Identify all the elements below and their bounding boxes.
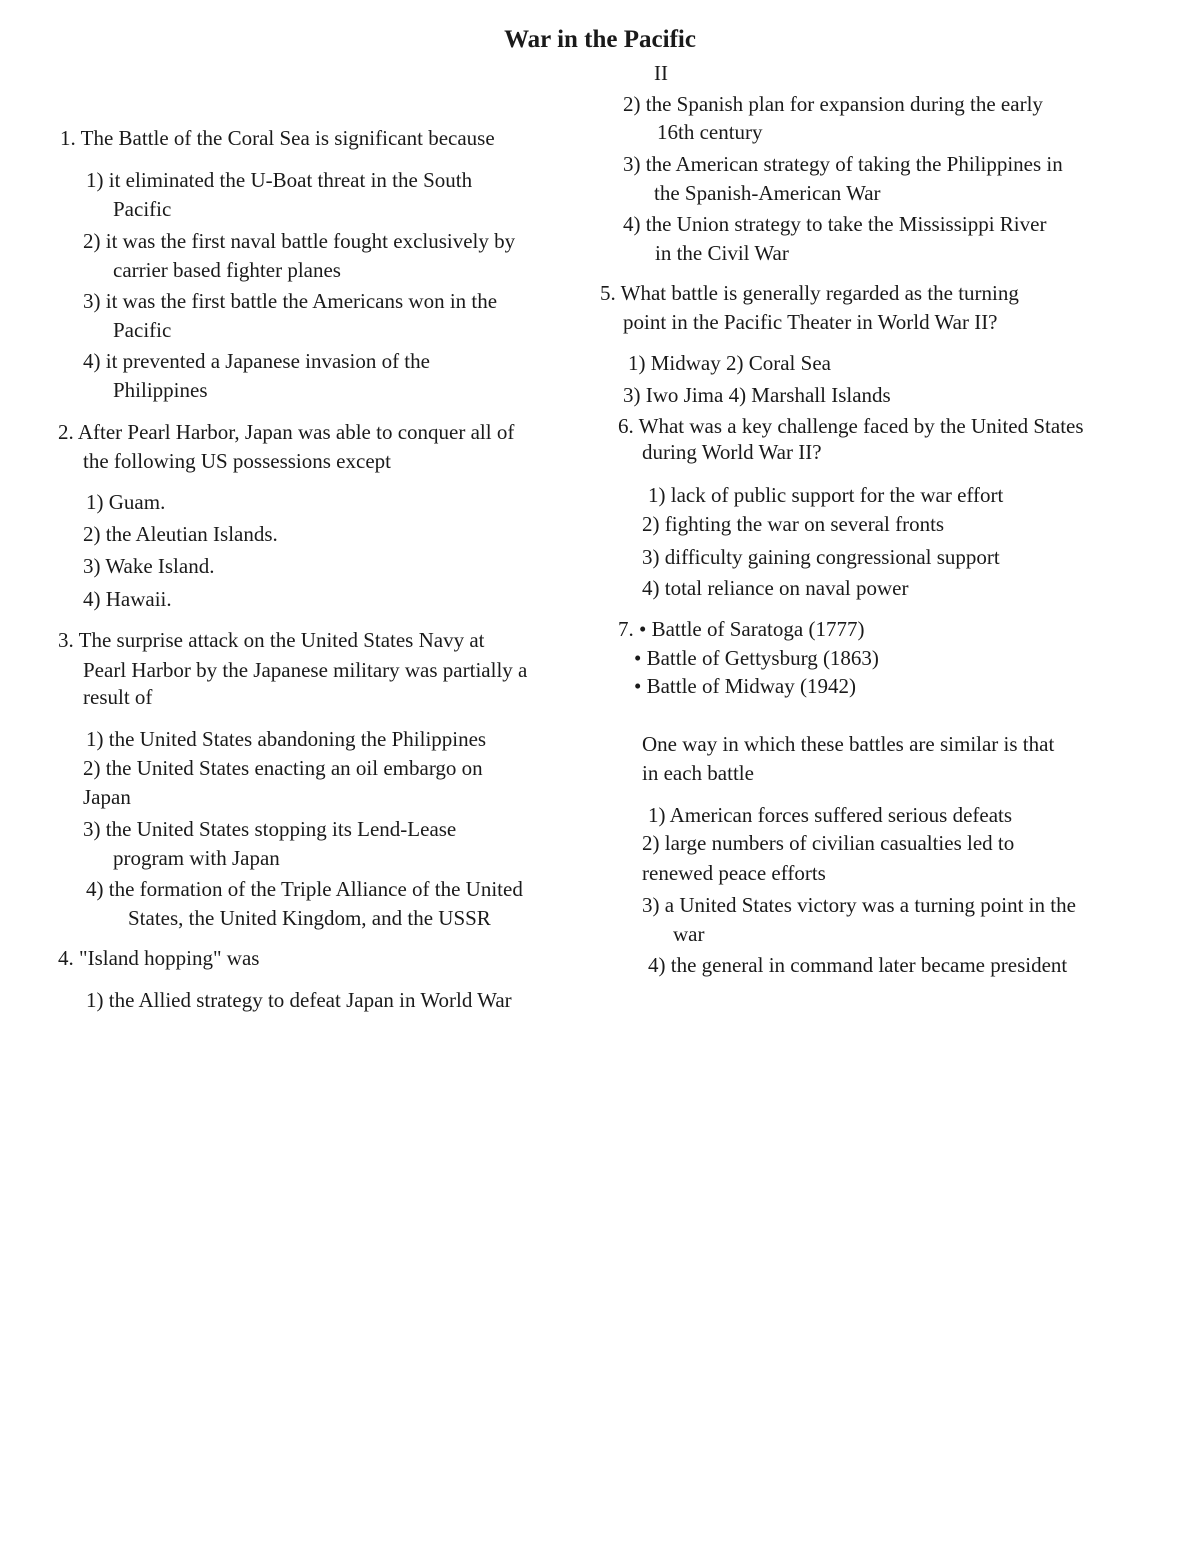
answer-choice: 2) large numbers of civilian casualties led to [642,831,1015,855]
answer-choice-continuation: the Spanish-American War [654,181,881,205]
answer-choice: 3) the United States stopping its Lend-Lease [83,817,457,841]
answer-choice: 3) a United States victory was a turning point in the [642,893,1076,917]
battle-list-item: • Battle of Gettysburg (1863) [634,646,879,670]
answer-choice-continuation: 16th century [657,120,763,144]
page-title: War in the Pacific [504,26,696,53]
answer-choice: 3) difficulty gaining congressional support [642,545,1000,569]
question-stem-line: 2. After Pearl Harbor, Japan was able to conquer all of [58,420,515,444]
answer-choice: 2) the United States enacting an oil embargo on [83,756,483,780]
question-stem-line: 3. The surprise attack on the United States Navy at [58,628,485,652]
question-stem-line: One way in which these battles are similar is that [642,732,1055,756]
answer-choice-continuation: war [673,922,705,946]
answer-choice: 4) Hawaii. [83,587,172,611]
answer-choice: 4) the formation of the Triple Alliance of the United [86,877,523,901]
answer-choice-continuation: carrier based fighter planes [113,258,341,282]
answer-choice: 1) Midway 2) Coral Sea [628,351,831,375]
answer-choice: 3) the American strategy of taking the Philippines in [623,152,1063,176]
battle-list-item: • Battle of Midway (1942) [634,674,856,698]
answer-choice-continuation: program with Japan [113,846,280,870]
answer-choice: 1) American forces suffered serious defeats [648,803,1013,827]
answer-choice: 2) the Aleutian Islands. [83,522,278,546]
answer-choice: 3) it was the first battle the Americans won in the [83,289,498,313]
question-stem-line: 4. "Island hopping" was [58,946,260,970]
answer-choice: 2) fighting the war on several fronts [642,512,945,536]
answer-choice: 2) the Spanish plan for expansion during the early [623,92,1043,116]
question-stem-line: 1. The Battle of the Coral Sea is significant because [60,126,495,150]
question-stem-line: 6. What was a key challenge faced by the United States [618,414,1084,438]
answer-choice-continuation: Japan [83,785,131,809]
answer-choice: 3) Iwo Jima 4) Marshall Islands [623,383,891,407]
answer-choice-continuation: Pacific [113,197,172,221]
answer-choice: 1) the Allied strategy to defeat Japan in World War [86,988,512,1012]
answer-choice-continuation: States, the United Kingdom, and the USSR [128,906,491,930]
answer-choice: 1) it eliminated the U-Boat threat in the South [86,168,473,192]
answer-choice: 3) Wake Island. [83,554,215,578]
answer-choice-continuation: Philippines [113,378,208,402]
answer-choice: 4) the general in command later became president [648,953,1068,977]
question-stem-line: the following US possessions except [83,449,391,473]
question-stem-line: in each battle [642,761,754,785]
answer-choice: 4) it prevented a Japanese invasion of the [83,349,430,373]
answer-choice: 4) total reliance on naval power [642,576,909,600]
question-stem-line: during World War II? [642,440,822,464]
answer-choice: 4) the Union strategy to take the Mississippi River [623,212,1047,236]
battle-list-item: 7. • Battle of Saratoga (1777) [618,617,865,641]
answer-choice: 1) the United States abandoning the Philippines [86,727,487,751]
question-stem-line: 5. What battle is generally regarded as the turning [600,281,1019,305]
answer-choice: 2) it was the first naval battle fought exclusively by [83,229,516,253]
answer-choice-continuation: in the Civil War [655,241,789,265]
question-stem-line: result of [83,685,153,709]
answer-choice-continuation: II [654,61,668,85]
answer-choice-continuation: renewed peace efforts [642,861,826,885]
question-stem-line: Pearl Harbor by the Japanese military was partially a [83,658,528,682]
answer-choice: 1) lack of public support for the war effort [648,483,1004,507]
answer-choice-continuation: Pacific [113,318,172,342]
question-stem-line: point in the Pacific Theater in World War II? [623,310,998,334]
answer-choice: 1) Guam. [86,490,166,514]
